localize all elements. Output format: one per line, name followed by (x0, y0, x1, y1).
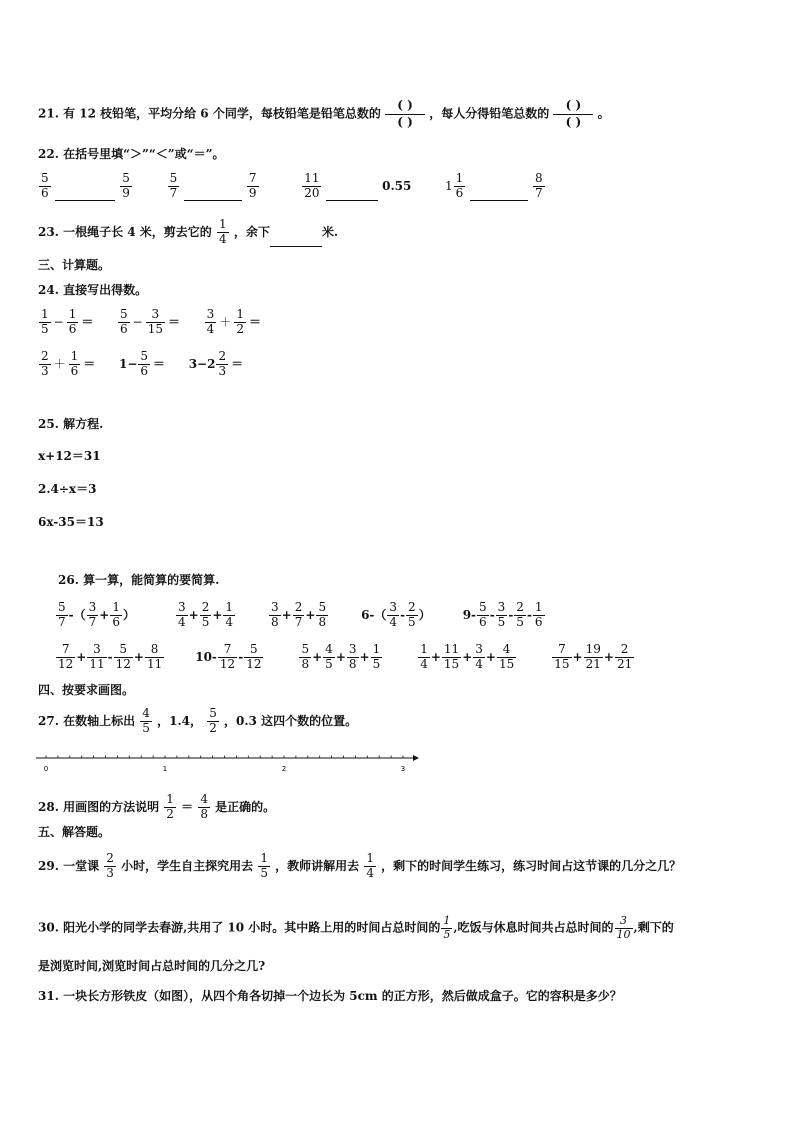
q24-r2-item2: 1− $\frac{5}{6}$ ＝ (118, 349, 166, 378)
q28-number: 28. (38, 799, 59, 814)
axis-label: 2 (281, 765, 287, 773)
q24-r1-item1: $\frac{1}{5}$ − $\frac{1}{6}$ ＝ (41, 307, 94, 336)
q25-line (38, 418, 103, 430)
q30-fraction-1: $\frac{1}{5}$ (443, 914, 451, 941)
section-5-title: 五、解答题。 (38, 825, 111, 839)
fraction: $\frac{3}{4}$ (177, 600, 186, 629)
q28-fraction-1: $\frac{1}{2}$ (166, 792, 174, 821)
q24-r1-item3: $\frac{3}{4}$ ＋ $\frac{1}{2}$ ＝ (206, 307, 261, 336)
operator: + (281, 607, 292, 622)
fraction: $\frac{5}{8}$ (318, 600, 327, 629)
fraction: $\frac{2}{7}$ (294, 600, 303, 629)
q31-text: 一块长方形铁皮（如图），从四个角各切掉一个边长为 5cm 的正方形，然后做成盒子。它的容积是多少？ (63, 989, 622, 1003)
q22-line (38, 148, 225, 160)
axis-label: 1 (162, 765, 168, 773)
q21-text2: ，每人分得铅笔总数的 (429, 106, 550, 121)
fraction: $\frac{7}{15}$ (554, 642, 570, 671)
q24-text: 直接写出得数。 (63, 283, 148, 297)
q21-answer-fraction-2[interactable]: ( ) ( ) (553, 98, 593, 130)
operator: + (335, 649, 346, 664)
q23-text2: ，余下 (233, 224, 270, 239)
operator: + (572, 649, 583, 664)
fraction: $\frac{2}{5}$ (516, 600, 524, 629)
operator: + (76, 649, 87, 664)
q22-item3-right: 0.55 (382, 178, 412, 193)
q30-number: 30. (38, 920, 59, 935)
fraction: $\frac{1}{6}$ (534, 600, 543, 629)
q27-number: 27. (38, 713, 59, 728)
operator: - (489, 607, 495, 622)
fraction: $\frac{11}{15}$ (443, 642, 460, 671)
operator: - (508, 607, 514, 622)
q26-row2-expr-2 (195, 643, 264, 672)
q25-eq2: 2.4÷x＝3 (38, 482, 97, 496)
q21-text3: 。 (597, 106, 610, 121)
q27-line (38, 707, 357, 736)
fraction: $\frac{2}{5}$ (201, 600, 210, 629)
q28-eq: ＝ (181, 799, 194, 814)
q26-row1-expr-1 (55, 601, 135, 630)
operator: + (359, 649, 370, 664)
q23-text3: 米. (321, 224, 339, 239)
operator: + (305, 607, 316, 622)
fraction: $\frac{2}{21}$ (616, 642, 633, 671)
fraction: $\frac{1}{5}$ (372, 642, 381, 671)
q29-fraction-1: $\frac{2}{3}$ (106, 851, 114, 880)
q24-r2-item1: $\frac{2}{3}$ ＋ $\frac{1}{6}$ ＝ (41, 349, 96, 378)
q26-row2-expr-4 (417, 643, 517, 672)
q30-line (38, 915, 674, 941)
q26-row2-expr-3 (298, 643, 383, 672)
q26-number: 26. (58, 573, 79, 587)
q26-row1-expr-2 (175, 601, 236, 630)
fraction: $\frac{3}{4}$ (389, 600, 398, 629)
q21-answer-fraction-1[interactable]: ( ) ( ) (385, 98, 425, 130)
q22-item1-left: $\frac{5}{6}$ (41, 171, 49, 200)
operator: + (188, 607, 199, 622)
fraction: $\frac{1}{4}$ (420, 642, 428, 671)
q27-text1: 在数轴上标出 (63, 713, 136, 728)
q29-text4: ，剩下的时间学生练习，练习时间占这节课的几分之几？ (381, 858, 682, 873)
operator: - (238, 649, 244, 664)
q31-line (38, 990, 622, 1002)
q22-item2-right: $\frac{7}{9}$ (248, 171, 257, 200)
operator: 10- (195, 649, 217, 664)
fraction: $\frac{3}{8}$ (271, 600, 279, 629)
operator: - (400, 607, 406, 622)
q26-row1-expr-3 (268, 601, 329, 630)
fraction: $\frac{3}{11}$ (89, 642, 105, 671)
operator: 6-（ (361, 607, 387, 622)
fraction: $\frac{1}{6}$ (112, 600, 120, 629)
q23-fraction: $\frac{1}{4}$ (218, 217, 227, 246)
q28-text1: 用画图的方法说明 (63, 799, 160, 814)
q29-number: 29. (38, 858, 59, 873)
axis-arrow-icon (413, 755, 419, 761)
operator: ） (418, 607, 431, 622)
operator: + (462, 649, 473, 664)
operator: 9- (462, 607, 477, 622)
operator: + (212, 607, 223, 622)
q30-text2: ,吃饭与休息时间共占总时间的 (453, 920, 614, 935)
q26-text: 算一算，能简算的要简算. (83, 573, 220, 587)
q25-eq3: 6x-35＝13 (38, 515, 104, 529)
q22-items (38, 172, 546, 201)
q22-item1-blank[interactable] (55, 199, 115, 201)
section-4-title: 四、按要求画图。 (38, 683, 135, 697)
axis-label: 3 (400, 765, 406, 773)
q24-r1-item2: $\frac{5}{6}$ − $\frac{3}{15}$ ＝ (120, 307, 181, 336)
q23-line (38, 218, 338, 247)
q28-text2: 是正确的。 (215, 799, 276, 814)
q22-item1-right: $\frac{5}{9}$ (122, 171, 130, 200)
q26-line (58, 574, 219, 586)
q25-text: 解方程. (63, 417, 104, 431)
fraction: $\frac{7}{12}$ (219, 642, 236, 671)
axis-label: 0 (43, 765, 49, 773)
q29-fraction-2: $\frac{1}{5}$ (260, 851, 268, 880)
fraction: $\frac{3}{8}$ (348, 642, 357, 671)
fraction: $\frac{7}{12}$ (58, 642, 74, 671)
fraction: $\frac{2}{5}$ (408, 600, 416, 629)
q26-row1-expr-4 (361, 601, 431, 630)
q26-row1 (55, 601, 546, 630)
fraction: $\frac{4}{5}$ (325, 642, 333, 671)
fraction: $\frac{3}{4}$ (475, 642, 483, 671)
q26-row2-expr-1 (55, 643, 165, 672)
fraction: $\frac{5}{7}$ (58, 600, 66, 629)
fraction: $\frac{19}{21}$ (585, 642, 601, 671)
q21-number: 21. (38, 106, 59, 121)
q29-text2: 小时，学生自主探究用去 (121, 858, 254, 873)
q27-text2: ，1.4， (157, 713, 202, 728)
q25-eq1: x+12＝31 (38, 449, 101, 463)
q22-text: 在括号里填“＞”“＜”或“＝”。 (63, 147, 225, 161)
q22-number: 22. (38, 147, 59, 161)
fraction: $\frac{1}{4}$ (225, 600, 234, 629)
q24-row1 (38, 308, 263, 337)
q22-item4-blank[interactable] (470, 199, 528, 201)
operator: -（ (68, 607, 86, 622)
q23-blank[interactable] (270, 245, 322, 247)
operator: - (107, 649, 113, 664)
fraction: $\frac{5}{12}$ (115, 642, 131, 671)
q26-row1-expr-5 (463, 601, 546, 630)
fraction: $\frac{4}{15}$ (498, 642, 515, 671)
operator: + (133, 649, 144, 664)
q22-item2-left: $\frac{5}{7}$ (169, 171, 178, 200)
q29-fraction-3: $\frac{1}{4}$ (366, 851, 374, 880)
q22-item3-blank[interactable] (326, 199, 378, 201)
q24-r2-item3: 3−2 $\frac{2}{3}$ ＝ (188, 349, 244, 378)
fraction: $\frac{5}{6}$ (479, 600, 487, 629)
q27-fraction-1: $\frac{4}{5}$ (142, 706, 150, 735)
q23-text1: 一根绳子长 4 米，剪去它的 (63, 224, 212, 239)
operator: ） (122, 607, 135, 622)
q22-item2-blank[interactable] (184, 199, 242, 201)
q30-fraction-2: $\frac{3}{10}$ (616, 914, 631, 941)
fraction: $\frac{3}{5}$ (497, 600, 506, 629)
q31-number: 31. (38, 989, 59, 1003)
fraction: $\frac{5}{12}$ (246, 642, 262, 671)
operator: + (603, 649, 614, 664)
q29-line (38, 852, 681, 881)
q22-item4-left: 1 $\frac{1}{6}$ (445, 171, 464, 200)
q29-text1: 一堂课 (63, 858, 100, 873)
operator: + (485, 649, 496, 664)
q27-fraction-2: $\frac{5}{2}$ (209, 706, 217, 735)
q26-row2 (55, 643, 635, 672)
q27-text3: ，0.3 这四个数的位置。 (224, 713, 358, 728)
q23-number: 23. (38, 224, 59, 239)
q30-line2: 是浏览时间,浏览时间占总时间的几分之几? (38, 959, 266, 973)
fraction: $\frac{5}{8}$ (301, 642, 310, 671)
q26-row2-expr-5 (551, 643, 635, 672)
operator: - (526, 607, 532, 622)
q28-fraction-2: $\frac{4}{8}$ (200, 792, 208, 821)
q21-text1: 有 12 枝铅笔，平均分给 6 个同学，每枝铅笔是铅笔总数的 (63, 106, 381, 121)
q22-item3-left: $\frac{11}{20}$ (304, 171, 320, 200)
section-3-title: 三、计算题。 (38, 258, 111, 272)
operator: + (312, 649, 323, 664)
q27-number-line[interactable] (34, 750, 434, 780)
q30-text3: ,剩下的 (633, 920, 674, 935)
q22-item4-right: $\frac{8}{7}$ (534, 171, 543, 200)
q30-text1: 阳光小学的同学去春游,共用了 10 小时。其中路上用的时间占总时间的 (63, 920, 441, 935)
q28-line (38, 793, 275, 822)
operator: + (99, 607, 110, 622)
q24-line (38, 284, 147, 296)
q24-number: 24. (38, 283, 59, 297)
operator: + (430, 649, 441, 664)
q21-line (38, 98, 610, 130)
q24-row2 (38, 350, 245, 379)
fraction: $\frac{8}{11}$ (146, 642, 163, 671)
q25-number: 25. (38, 417, 59, 431)
q29-text3: ，教师讲解用去 (275, 858, 360, 873)
fraction: $\frac{3}{7}$ (88, 600, 97, 629)
